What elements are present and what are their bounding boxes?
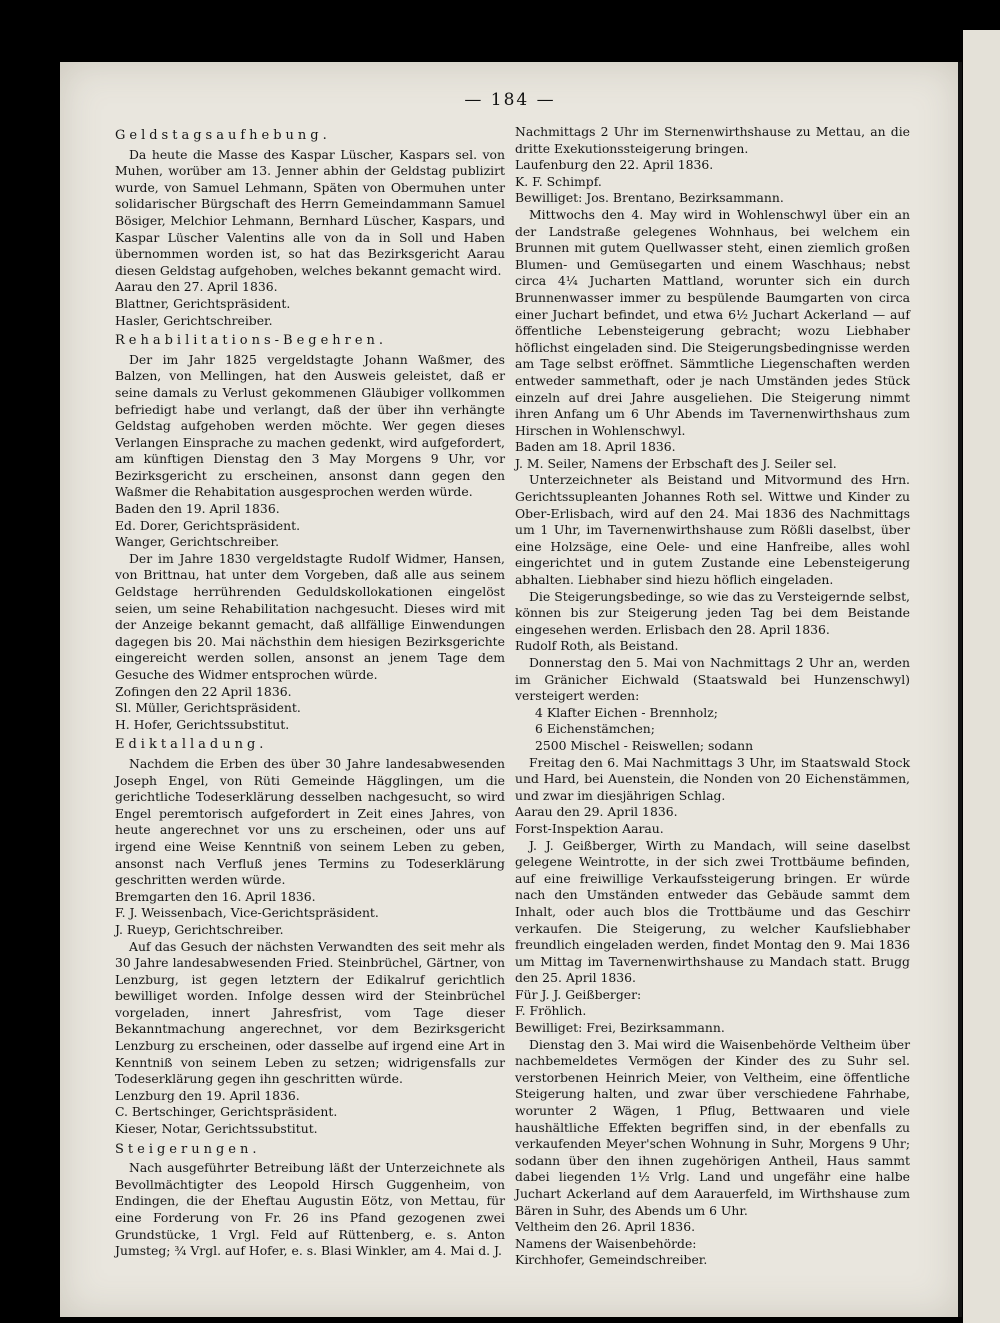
left-paragraph: Baden den 19. April 1836. [115,501,280,517]
binding-edge [958,62,962,1317]
left-paragraph: H. Hofer, Gerichtssubstitut. [115,716,290,732]
right-paragraph: F. Fröhlich. [515,1003,587,1019]
right-paragraph: Bewilliget: Jos. Brentano, Bezirksammann. [515,190,784,206]
left-paragraph: J. Rueyp, Gerichtschreiber. [115,921,284,937]
right-paragraph: Aarau den 29. April 1836. [515,804,678,820]
left-paragraph: Ed. Dorer, Gerichtspräsident. [115,517,301,533]
right-paragraph: Bewilliget: Frei, Bezirksammann. [515,1020,725,1036]
next-page-edge [963,30,1000,1323]
right-paragraph: Baden am 18. April 1836. [515,439,676,455]
right-paragraph: Laufenburg den 22. April 1836. [515,157,714,173]
right-paragraph: Nachmittags 2 Uhr im Sternenwirthshause zu Mettau, an die dritte Exekutionssteigerung bringen. [515,124,910,156]
left-paragraph: Blattner, Gerichtspräsident. [115,295,291,311]
right-paragraph: Kirchhofer, Gemeindschreiber. [515,1252,708,1268]
left-paragraph: Zofingen den 22 April 1836. [115,683,292,699]
left-paragraph: Sl. Müller, Gerichtspräsident. [115,700,301,716]
right-paragraph: Veltheim den 26. April 1836. [515,1219,696,1235]
right-paragraph: Dienstag den 3. Mai wird die Waisenbehörde Veltheim über nachbemeldetes Vermögen der Kinder des zu Suhr sel. verstorbenen Heinrich Meier, von Veltheim, eine öffentliche Steigerung halten, und zwar über verschiedene Fahrhabe, worunter 2 Wägen, 1 Pflug, Bettwaaren und viele haushältliche Effekten begriffen sind, in der ebenfalls zu verkaufenden Meyer'schen Wohnung in Suhr, Morgens 9 Uhr; sodann über den ihnen zugehörigen Antheil, Haus sammt dabei liegenden 1½ Vrlg. Land und ungefähr eine halbe Juchart Ackerland auf dem Aarauerfeld, im Wirthshause zum Bären in Suhr, des Abends um 6 Uhr. [515,1036,910,1218]
right-paragraph: Forst-Inspektion Aarau. [515,820,664,836]
left-paragraph: Hasler, Gerichtschreiber. [115,312,273,328]
left-paragraph: Ediktalladung. [115,737,268,753]
right-paragraph: Freitag den 6. Mai Nachmittags 3 Uhr, im Staatswald Stock und Hard, bei Auenstein, die Nonden von 20 Eichenstämmen, und zwar im diesjährigen Schlag. [515,754,910,803]
left-paragraph: Rehabilitations-Begehren. [115,333,388,349]
left-paragraph: Da heute die Masse des Kaspar Lüscher, Kaspars sel. von Muhen, worüber am 13. Jenner abhin der Geldstag publizirt wurde, von Samuel Lehmann, Späten von Obermuhen unter solidarischer Bürgschaft des Herrn Gemeindammann Samuel Bösiger, Melchior Lehmann, Bernhard Lüscher, Kaspars, und Kaspar Lüscher Valentins alle von da in Soll und Haben übernommen worden ist, so hat das Bezirksgericht Aarau diesen Geldstag aufgehoben, welches bekannt gemacht wird. [115,146,505,278]
right-paragraph: 4 Klafter Eichen - Brennholz; [535,704,718,720]
left-paragraph: Geldstagsaufhebung. [115,128,331,143]
right-paragraph: 2500 Mischel - Reiswellen; sodann [535,737,754,753]
right-paragraph: Rudolf Roth, als Beistand. [515,638,679,654]
left-paragraph: Nach ausgeführter Betreibung läßt der Unterzeichnete als Bevollmächtigter des Leopold Hirsch Guggenheim, von Endingen, die der Eheftau Augustin Eötz, von Mettau, für eine Forderung von Fr. 26 ins Pfand gezogenen zwei Grundstücke, 1 Vrgl. Feld auf Rüttenberg, e. s. Anton Jumsteg; ¾ Vrgl. auf Hofer, e. s. Blasi Winkler, am 4. Mai d. J. [115,1160,505,1259]
right-column [515,124,910,1269]
left-paragraph: Bremgarten den 16. April 1836. [115,888,316,904]
left-paragraph: C. Bertschinger, Gerichtspräsident. [115,1104,338,1120]
right-paragraph: Die Steigerungsbedinge, so wie das zu Versteigernde selbst, können bis zur Steigerung jeden Tag bei dem Beistande eingesehen werden. Erlisbach den 28. April 1836. [515,588,910,637]
left-paragraph: Der im Jahr 1825 vergeldstagte Johann Waßmer, des Balzen, von Mellingen, hat den Ausweis geleistet, daß er seine damals zu Verlust gekommenen Gläubiger vollkommen befriedigt habe und verlangt, daß der über ihn verhängte Geldstag aufgehoben werden möchte. Wer gegen dieses Verlangen Einsprache zu machen gedenkt, wird aufgefordert, am künftigen Dienstag den 3 May Morgens 9 Uhr, vor Bezirksgericht zu erscheinen, ansonst dann gegen den Waßmer die Rehabitation ausgesprochen werden würde. [115,351,505,500]
left-column [115,124,505,1260]
left-paragraph: Kieser, Notar, Gerichtssubstitut. [115,1121,318,1137]
right-paragraph: K. F. Schimpf. [515,173,602,189]
right-paragraph: J. M. Seiler, Namens der Erbschaft des J. Seiler sel. [515,455,837,471]
right-paragraph: Namens der Waisenbehörde: [515,1235,697,1251]
newspaper-page [60,62,960,1317]
left-paragraph: Steigerungen. [115,1141,261,1157]
left-paragraph: F. J. Weissenbach, Vice-Gerichtspräsident. [115,905,379,921]
left-paragraph: Der im Jahre 1830 vergeldstagte Rudolf Widmer, Hansen, von Brittnau, hat unter dem Vorgeben, daß alle aus seinem Geldstage herrührenden Geduldskollokationen eingelöst seien, um seine Rehabilitation nachgesucht. Dieses wird mit der Anzeige bekannt gemacht, daß allfällige Einwendungen dagegen bis 20. Mai nächsthin dem hiesigen Bezirksgerichte eingereicht werden sollen, ansonst an jenem Tage dem Gesuche des Widmer entsprochen würde. [115,550,505,682]
left-paragraph: Lenzburg den 19. April 1836. [115,1087,300,1103]
page-number: — 184 — [464,90,556,110]
right-paragraph: Mittwochs den 4. May wird in Wohlenschwyl über ein an der Landstraße gelegenes Wohnhaus, bei welchem ein Brunnen mit gutem Quellwasser steht, einen ziemlich großen Blumen- und Gemüsegarten und einem Waschhaus; nebst circa 4¼ Jucharten Mattland, worunter sich ein durch Brunnenwasser immer zu bespülende Baumgarten von circa einer Juchart befindet, und etwa 6½ Juchart Ackerland — auf öffentliche Lebensteigerung gebracht; wozu Liebhaber höflichst eingeladen sind. Die Steigerungsbedingnisse werden am Tage selbst eröffnet. Sämmtliche Liegenschaften werden entweder sammethaft, oder je nach Umständen jedes Stück einzeln auf drei Jahre ausgeliehen. Die Steigerung nimmt ihren Anfang um 6 Uhr Abends im Tavernenwirthshaus zum Hirschen in Wohlenschwyl. [515,206,910,438]
left-paragraph: Wanger, Gerichtschreiber. [115,534,280,550]
right-paragraph: J. J. Geißberger, Wirth zu Mandach, will seine daselbst gelegene Weintrotte, in der sich zwei Trottbäume befinden, auf eine freiwillige Verkaufssteigerung bringen. Er würde nach den Umständen entweder das Gebäude sammt dem Inhalt, oder auch blos die Trottbäume und das Geschirr verkaufen. Die Steigerung, zu welcher Kaufsliebhaber freundlich eingeladen werden, findet Montag den 9. Mai 1836 um Mittag im Tavernenwirthshause zu Mandach statt. Brugg den 25. April 1836. [515,837,910,986]
right-paragraph: Unterzeichneter als Beistand und Mitvormund des Hrn. Gerichtssupleanten Johannes Roth sel. Wittwe und Kinder zu Ober-Erlisbach, wird auf den 24. Mai 1836 des Nachmittags um 1 Uhr, im Tavernenwirthshause zum Rößli daselbst, über eine Holzsäge, eine Oele- und eine Hanfreibe, alles wohl eingerichtet und in gutem Zustande eine Lebensteigerung abhalten. Liebhaber sind hiezu höflich eingeladen. [515,472,910,588]
right-paragraph: Für J. J. Geißberger: [515,986,642,1002]
left-paragraph: Aarau den 27. April 1836. [115,279,278,295]
right-paragraph: 6 Eichenstämchen; [535,721,655,737]
left-paragraph: Nachdem die Erben des über 30 Jahre landesabwesenden Joseph Engel, von Rüti Gemeinde Hägglingen, um die gerichtliche Todeserklärung desselben nachgesucht, so wird Engel peremtorisch aufgefordert in Zeit eines Jahres, von heute angerechnet vor uns zu erscheinen, oder uns auf irgend eine Weise Kenntniß von seinem Leben zu geben, ansonst nach Verfluß jenes Termins zu Todeserklärung geschritten werden würde. [115,755,505,888]
right-paragraph: Donnerstag den 5. Mai von Nachmittags 2 Uhr an, werden im Gränicher Eichwald (Staatswald bei Hunzenschwyl) versteigert werden: [515,655,910,704]
left-paragraph: Auf das Gesuch der nächsten Verwandten des seit mehr als 30 Jahre landesabwesenden Fried. Steinbrüchel, Gärtner, von Lenzburg, ist gegen letztern der Edikalruf gerichtlich bewilliget worden. Infolge dessen wird der Steinbrüchel vorgeladen, innert Jahresfrist, vom Tage dieser Bekanntmachung angerechnet, vor dem Bezirksgericht Lenzburg zu erscheinen, oder dasselbe auf irgend eine Art in Kenntniß von seinem Leben zu setzen; widrigensfalls zur Todeserklärung gegen ihn geschritten würde. [115,938,505,1087]
